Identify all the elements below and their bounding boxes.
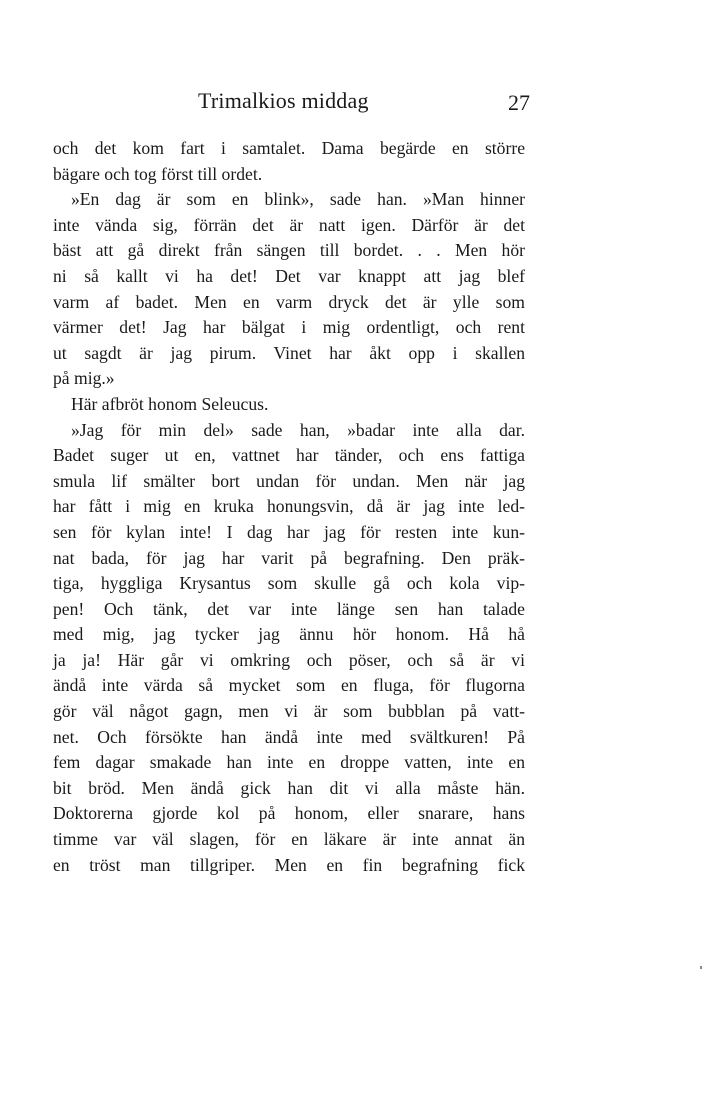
text-line: ja ja! Här går vi omkring och pöser, och så är vi bbox=[53, 649, 525, 670]
text-line: Doktorerna gjorde kol på honom, eller snarare, hans bbox=[53, 803, 525, 824]
text-line: timme var väl slagen, för en läkare är inte annat än bbox=[53, 829, 525, 850]
text-line: med mig, jag tycker jag ännu hör honom. Hå hå bbox=[53, 624, 525, 645]
text-line: bägare och tog först till ordet. bbox=[53, 163, 263, 184]
text-line: har fått i mig en kruka honungsvin, då är jag inte led- bbox=[53, 496, 525, 517]
body-text bbox=[53, 136, 525, 878]
scan-mark bbox=[700, 966, 702, 969]
text-line: tiga, hyggliga Krysantus som skulle gå och kola vip- bbox=[53, 573, 525, 594]
text-line: en tröst man tillgriper. Men en fin begrafning fick bbox=[53, 854, 525, 875]
text-line: varm af badet. Men en varm dryck det är ylle som bbox=[53, 291, 525, 312]
text-line: »En dag är som en blink», sade han. »Man hinner bbox=[71, 189, 525, 210]
running-head bbox=[198, 88, 530, 118]
text-line: och det kom fart i samtalet. Dama begärde en större bbox=[53, 138, 525, 158]
text-line: på mig.» bbox=[53, 368, 115, 389]
text-line: net. Och försökte han ändå inte med svältkuren! På bbox=[53, 726, 525, 747]
running-title: Trimalkios middag bbox=[198, 88, 369, 113]
text-line: ut sagdt är jag pirum. Vinet har åkt opp i skallen bbox=[53, 342, 525, 363]
page-number: 27 bbox=[508, 90, 530, 115]
text-line: smula lif smälter bort undan för undan. Men när jag bbox=[53, 470, 525, 491]
text-line: pen! Och tänk, det var inte länge sen han talade bbox=[53, 598, 525, 619]
text-line: Badet suger ut en, vattnet har tänder, och ens fattiga bbox=[53, 445, 525, 466]
text-line: gör väl något gagn, men vi är som bubblan på vatt- bbox=[53, 701, 525, 722]
text-line: nat bada, för jag har varit på begrafning. Den präk- bbox=[53, 547, 525, 568]
text-line: bäst att gå direkt från sängen till bordet. . . Men hör bbox=[53, 240, 525, 261]
text-line: »Jag för min del» sade han, »badar inte alla dar. bbox=[71, 419, 525, 440]
text-line: ändå inte värda så mycket som en fluga, för flugorna bbox=[53, 675, 525, 696]
text-line: värmer det! Jag har bälgat i mig ordentligt, och rent bbox=[53, 317, 525, 338]
text-line: fem dagar smakade han inte en droppe vatten, inte en bbox=[53, 752, 525, 773]
text-line: sen för kylan inte! I dag har jag för resten inte kun- bbox=[53, 521, 525, 542]
text-line: inte vända sig, förrän det är natt igen. Därför är det bbox=[53, 214, 525, 235]
text-line: ni så kallt vi ha det! Det var knappt att jag blef bbox=[53, 265, 525, 286]
text-line: bit bröd. Men ändå gick han dit vi alla måste hän. bbox=[53, 777, 525, 798]
text-line: Här afbröt honom Seleucus. bbox=[71, 393, 269, 414]
